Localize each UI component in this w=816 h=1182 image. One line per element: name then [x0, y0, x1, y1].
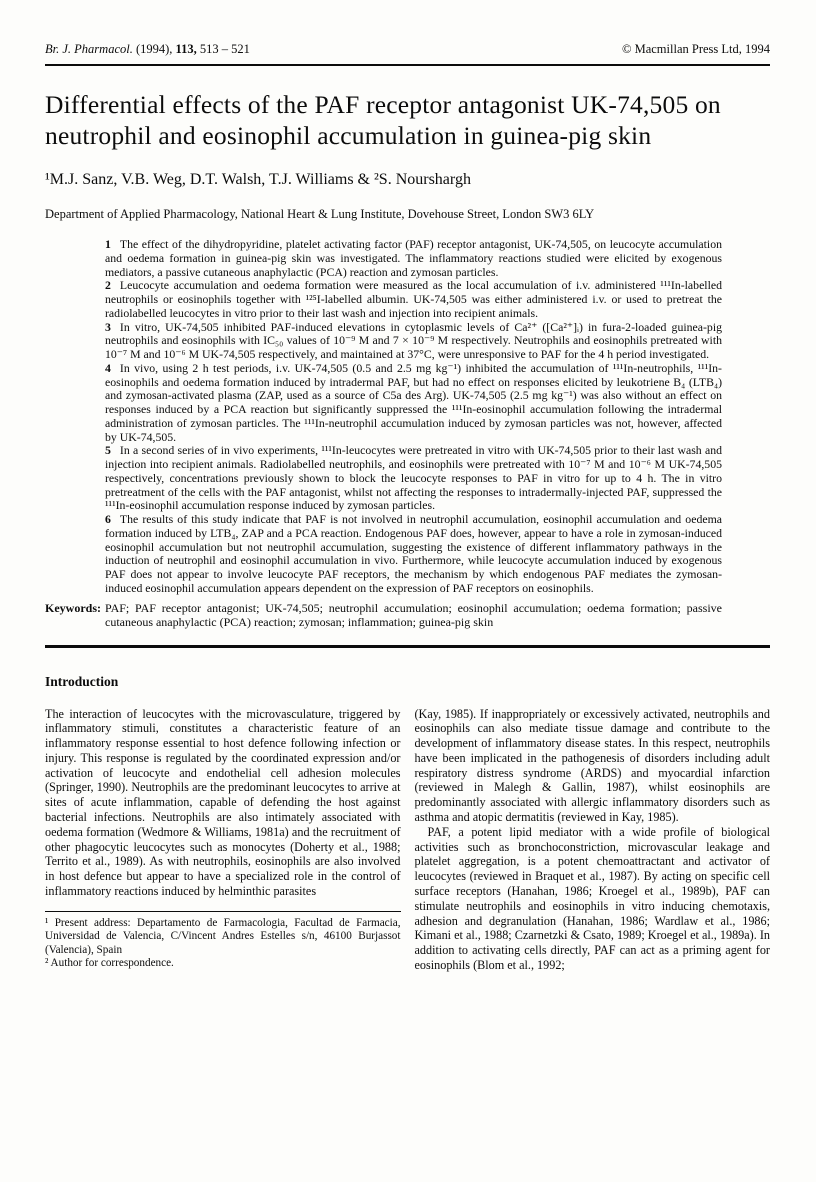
abstract — [105, 238, 722, 596]
keywords-block — [45, 601, 770, 630]
paragraph-number: 4 — [105, 360, 111, 375]
abstract-paragraph — [105, 279, 722, 320]
footnotes — [45, 917, 401, 971]
paragraph-text: The results of this study indicate that PAF is not involved in neutrophil accumulation, eosinophil accumulation and oedema formation induced by LTB₄, ZAP and a PCA reaction. Endogenous PAF does, however, appear to have a role in zymosan-induced eosinophil accumulation but not neutrophil accumulation, suggesting the existence of different inflammatory pathways in the induction of neutrophil and eosinophil accumulation in vivo. Furthermore, while leucocyte accumulation induced by exogenous PAF does not appear to involve leucocyte PAF receptors, the mechanism by which endogenous PAF mediates the zymosan-induced eosinophil accumulation appears dependent on the expression of PAF receptors on eosinophils. — [105, 512, 722, 595]
paragraph-number: 6 — [105, 512, 111, 526]
body-paragraph: The interaction of leucocytes with the microvasculature, triggered by inflammatory stimuli, constitutes a characteristic feature of an inflammatory response essential to host defence following infection or injury. This response is regulated by the coordinated expression and/or activation of leucocyte and endothelial cell adhesion molecules (Springer, 1990). Neutrophils are the predominant leucocytes to arrive at sites of acute inflammation, capable of defending the host against bacterial infections. Neutrophils are also intimately associated with oedema formation (Wedmore & Williams, 1981a) and the recruitment of other phagocytic leucocytes such as monocytes (Doherty et al., 1988; Territo et al., 1989). As with neutrophils, eosinophils are also involved in host defence but appear to have a specialized role in the control of inflammatory reactions induced by helminthic parasites — [45, 706, 401, 899]
paragraph-text: In vitro, UK-74,505 inhibited PAF-induced elevations in cytoplasmic levels of Ca²⁺ ([Ca²⁺]ᵢ) in fura-2-loaded guinea-pig neutrophils and eosinophils with IC₅₀ values of 10⁻⁹ M and 7 × 10⁻⁹ M respectively. Neutrophils and eosinophils pretreated with 10⁻⁷ M and 10⁻⁶ M UK-74,505 respectively, and maintained at 37°C, were unresponsive to PAF for the 4 h period investigated. — [105, 319, 722, 361]
keywords-label: Keywords: — [45, 600, 101, 615]
paragraph-text: The effect of the dihydropyridine, platelet activating factor (PAF) receptor antagonist, UK-74,505, on leucocyte accumulation and oedema formation in guinea-pig skin was investigated. The inflammatory reactions studied were elicited by exogenous mediators, a passive cutaneous anaphylactic (PCA) reaction and zymosan particles. — [105, 237, 722, 279]
paragraph-text: In vivo, using 2 h test periods, i.v. UK-74,505 (0.5 and 2.5 mg kg⁻¹) inhibited the accumulation of ¹¹¹In-neutrophils, ¹¹¹In-eosinophils and oedema formation induced by intradermal PAF, but had no effect on responses elicited by leukotriene B₄ (LTB₄) and zymosan-activated plasma (ZAP, used as a source of C5a des Arg). UK-74,505 (2.5 mg kg⁻¹) was also without an effect on responses induced by a PCA reaction but significantly suppressed the ¹¹¹In-eosinophil accumulation following the intradermal administration of zymosan particles. The ¹¹¹In-neutrophil accumulation induced by zymosan particles was not, however, affected by UK-74,505. — [105, 360, 722, 444]
body-paragraph: PAF, a potent lipid mediator with a wide profile of biological activities such as bronchoconstriction, microvascular leakage and platelet aggregation, is a potent chemoattractant and activator of leucocytes (reviewed in Braquet et al., 1987). By acting on specific cell surface receptors (Hanahan, 1986; Kroegel et al., 1989b), PAF can stimulate neutrophils and eosinophils in vitro inducing chemotaxis, adhesion and degranulation (Hanahan, 1986; Wardlaw et al., 1986; Kimani et al., 1988; Czarnetzki & Csato, 1989; Kroegel et al., 1989a). In addition to activating cells directly, PAF can act as a priming agent for eosinophils (Blom et al., 1992; — [414, 824, 770, 973]
article-title: Differential effects of the PAF receptor antagonist UK-74,505 on neutrophil and eosinophil accumulation in guinea-pig skin — [45, 90, 721, 150]
paragraph-text: In a second series of in vivo experiments, ¹¹¹In-leucocytes were pretreated in vitro with UK-74,505 prior to their last wash and injection into recipient animals. Radiolabelled neutrophils, and eosinophils were pretreated with 10⁻⁷ M and 10⁻⁶ M UK-74,505 respectively, concentrations previously shown to block the leucocyte responses to PAF in vitro for up to 4 h. The in vitro pretreatment of the cells with the PAF antagonist, whilst not affecting the responses to intradermally-injected PAF, suppressed the ¹¹¹In-eosinophil accumulation response induced by zymosan particles. — [105, 443, 722, 513]
introduction-heading: Introduction — [45, 673, 119, 689]
journal-year: (1994), — [132, 42, 176, 56]
paragraph-text: Leucocyte accumulation and oedema formation were measured as the local accumulation of i.v. administered ¹¹¹In-labelled neutrophils or eosinophils together with ¹²⁵I-labelled albumin. UK-74,505 was either administered i.v. or used to pretreat the radiolabelled leucocytes in vitro prior to their last wash and injection into recipient animals. — [105, 278, 722, 320]
footnote-divider — [45, 911, 401, 912]
section-divider — [45, 645, 770, 648]
left-column — [45, 707, 401, 973]
affiliation: Department of Applied Pharmacology, National Heart & Lung Institute, Dovehouse Street, London SW3 6LY — [45, 207, 595, 221]
abstract-paragraph — [105, 513, 722, 596]
page-header — [45, 42, 770, 57]
paragraph-number: 3 — [105, 319, 111, 334]
journal-name: Br. J. Pharmacol. — [45, 42, 133, 56]
two-column-body — [45, 707, 770, 973]
journal-citation — [45, 42, 250, 57]
abstract-paragraph — [105, 444, 722, 513]
journal-volume: 113, — [175, 42, 197, 56]
abstract-paragraph — [105, 362, 722, 445]
right-column — [415, 707, 771, 973]
body-paragraph: (Kay, 1985). If inappropriately or excessively activated, neutrophils and eosinophils can also mediate tissue damage and contribute to the development of inflammatory disease states. In this respect, neutrophils have been implicated in the pathogenesis of disorders including adult respiratory distress syndrome (ARDS) and myocardial infarction (reviewed in Malegh & Gallin, 1987), whilst eosinophils are predominantly associated with allergic inflammatory disorders such as asthma and atopic dermatitis (reviewed in Kay, 1985). — [414, 706, 770, 825]
abstract-paragraph — [105, 238, 722, 279]
footnote-correspondence: ² Author for correspondence. — [45, 957, 174, 970]
journal-pages: 513 – 521 — [196, 42, 250, 56]
keywords-text: PAF; PAF receptor antagonist; UK-74,505; neutrophil accumulation; eosinophil accumulation; oedema formation; passive cutaneous anaphylactic (PCA) reaction; zymosan; inflammation; guinea-pig skin — [105, 600, 722, 629]
paragraph-number: 5 — [105, 443, 111, 458]
abstract-paragraph — [105, 321, 722, 362]
paragraph-number: 2 — [105, 278, 111, 293]
header-divider — [45, 64, 770, 66]
paragraph-number: 1 — [105, 237, 111, 251]
copyright-notice: © Macmillan Press Ltd, 1994 — [621, 42, 770, 56]
footnote-present-address: ¹ Present address: Departamento de Farmacologia, Facultad de Farmacia, Universidad de Valencia, C/Vincent Andres Estelles s/n, 46100 Burjassot (Valencia), Spain — [45, 916, 401, 956]
author-list: ¹M.J. Sanz, V.B. Weg, D.T. Walsh, T.J. Williams & ²S. Nourshargh — [45, 171, 471, 188]
